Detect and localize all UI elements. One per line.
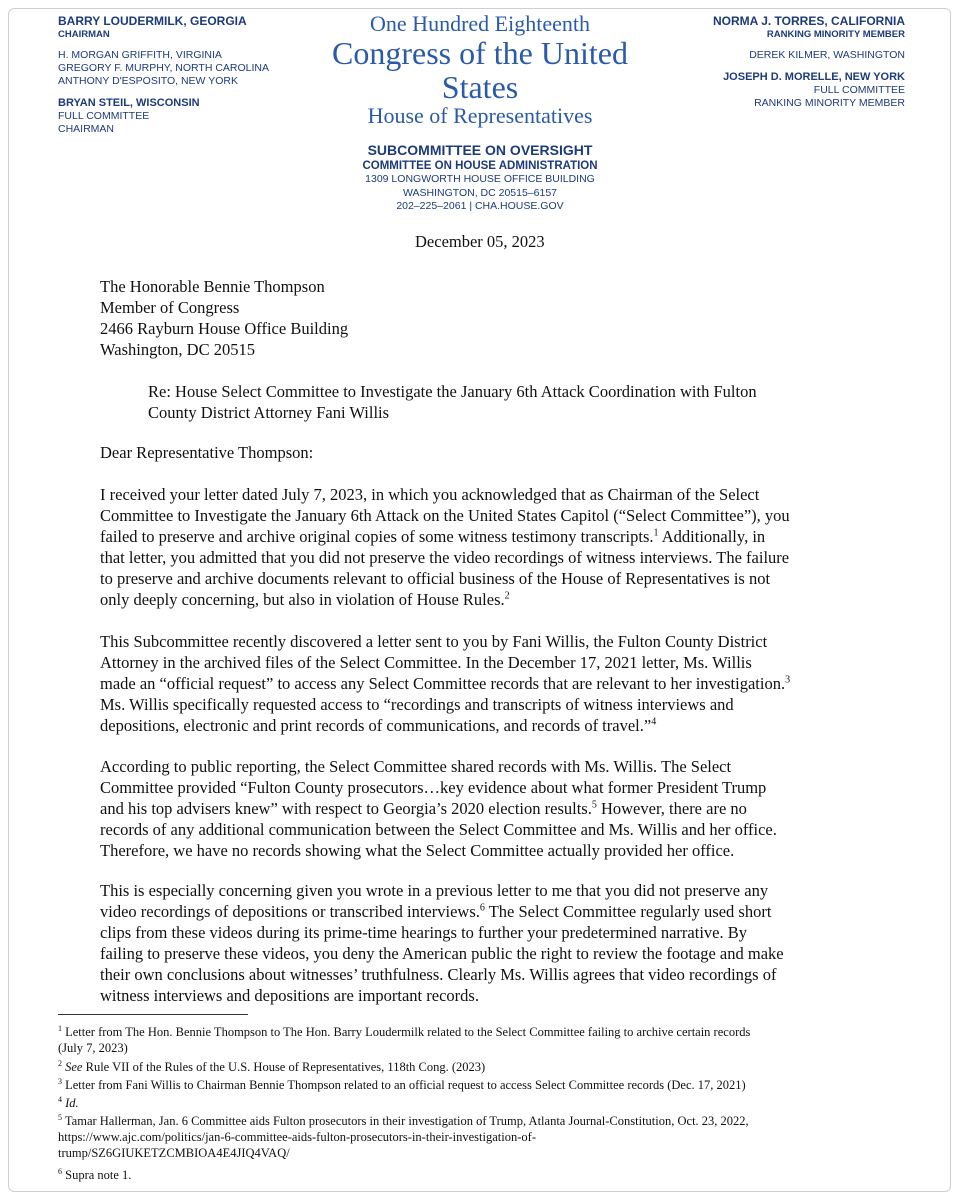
footnote-3: $^3$ Letter from Fani Willis to Chairman Bennie Thompson related to an official request to access Select Committee records (Dec. 17, 2021) [58, 1076, 746, 1092]
text-line: to preserve and archive documents relevant to official business of the House of Representatives is not [100, 569, 771, 588]
footnote-mark: 2 [504, 590, 510, 602]
text-line: their own conclusions about witnesses’ truthfulness. Clearly Ms. Willis agrees that video recordings of [100, 965, 777, 984]
full-committee-label: FULL COMMITTEE [58, 110, 150, 122]
footnote-2: $^2$ See Rule VII of the Rules of the U.S. House of Representatives, 118th Cong. (2023) [58, 1058, 486, 1074]
footnote-mark: 1 [653, 527, 659, 539]
member-name: H. MORGAN GRIFFITH, VIRGINIA [58, 49, 222, 61]
salutation: Dear Representative Thompson: [100, 443, 314, 462]
text-line: Committee to Investigate the January 6th Attack on the United States Capitol (“Select Committee”), you [100, 506, 790, 525]
footnote-mark: 4 [651, 716, 657, 728]
subcommittee-name: SUBCOMMITTEE ON OVERSIGHT [367, 142, 593, 158]
text-line: depositions, electronic and print records of communications, and records of travel.”$^4$ [100, 716, 657, 735]
text-line: only deeply concerning, but also in violation of House Rules.$^2$ [100, 590, 510, 609]
letter-date: December 05, 2023 [415, 232, 545, 251]
full-committee-ranking-title: RANKING MINORITY MEMBER [754, 97, 905, 109]
footnote-divider [58, 1014, 248, 1015]
paragraph-4 [100, 880, 880, 1006]
footnote-mark: 3 [785, 674, 791, 686]
text-line: I received your letter dated July 7, 2023, in which you acknowledged that as Chairman of the Select [100, 485, 760, 504]
full-committee-chairman-title: CHAIRMAN [58, 123, 115, 135]
office-contact: 202–225–2061 | CHA.HOUSE.GOV [396, 200, 564, 212]
paragraph-1 [100, 484, 880, 610]
congress-name: Congress of the United States [332, 35, 628, 105]
recipient-line: Washington, DC 20515 [100, 340, 255, 359]
text-line: According to public reporting, the Select Committee shared records with Ms. Willis. The Select [100, 757, 732, 776]
text-line: clips from these videos during its prime-time hearings to further your predetermined narrative. By [100, 923, 747, 942]
subject-line [148, 381, 888, 423]
letterhead-center [300, 12, 660, 214]
text-line: records of any additional communication between the Select Committee and Ms. Willis and her office. [100, 820, 777, 839]
minority-members-column [713, 14, 905, 110]
text-line: Committee provided “Fulton County prosecutors…key evidence about what former President Trump [100, 778, 767, 797]
text-line: made an “official request” to access any Select Committee records that are relevant to her investigation.$^3$ [100, 674, 791, 693]
office-city: WASHINGTON, DC 20515–6157 [402, 186, 558, 199]
text-line: failing to preserve these videos, you deny the American public the right to review the footage and make [100, 944, 784, 963]
footnote-5: $^5$ Tamar Hallerman, Jan. 6 Committee aids Fulton prosecutors in their investigation of Trump, Atlanta Journal-Constitution, Oct. 23, 2022, https://www.ajc.com/politics/jan-6-committee-aids-fulton-prosecutors-in-their-investigation-of- trump/SZ6GIUKETZCMBIOA4E4JIQ4VAQ/ [58, 1113, 908, 1161]
footnote-mark: 6 [479, 902, 485, 914]
paragraph-3 [100, 756, 880, 861]
recipient-line: The Honorable Bennie Thompson [100, 277, 325, 296]
text-line: that letter, you admitted that you did not preserve the video recordings of witness interviews. The failure [100, 548, 790, 567]
text-line: This Subcommittee recently discovered a letter sent to you by Fani Willis, the Fulton County District [100, 632, 768, 651]
committee-name: COMMITTEE ON HOUSE ADMINISTRATION [362, 160, 598, 172]
text-line: failed to preserve and archive original copies of some witness testimony transcripts.$^1$ Additionally, in [100, 527, 766, 546]
recipient-line: Member of Congress [100, 298, 240, 317]
footnote-link[interactable]: https://www.ajc.com/politics/jan-6-committee-aids-fulton-prosecutors-in-their-investigation-of- [58, 1130, 536, 1144]
footnote-mark: 5 [591, 799, 597, 811]
text-line: Therefore, we have no records showing what the Select Committee actually provided her office. [100, 841, 735, 860]
member-name: DEREK KILMER, WASHINGTON [749, 49, 905, 61]
recipient-address [100, 276, 880, 360]
chamber-name: House of Representatives [367, 103, 593, 128]
subject-line-1: Re: House Select Committee to Investigate the January 6th Attack Coordination with Fulton [148, 382, 757, 401]
footnote-4: $^4$ Id. [58, 1094, 79, 1110]
office-address: 1309 LONGWORTH HOUSE OFFICE BUILDING [365, 173, 595, 185]
chairman-title: CHAIRMAN [58, 29, 110, 40]
text-line: Attorney in the archived files of the Select Committee. In the December 17, 2021 letter, Ms. Willis [100, 653, 752, 672]
ranking-member-name: NORMA J. TORRES, CALIFORNIA [712, 14, 905, 28]
member-name: ANTHONY D'ESPOSITO, NEW YORK [58, 75, 238, 87]
text-line: witness interviews and depositions are important records. [100, 986, 479, 1005]
footnote-6: $^6$ Supra note 1. [58, 1166, 132, 1182]
text-line: video recordings of depositions or transcribed interviews.$^6$ The Select Committee regularly used short [100, 902, 772, 921]
paragraph-2 [100, 631, 880, 736]
full-committee-ranking-name: JOSEPH D. MORELLE, NEW YORK [723, 71, 905, 83]
ranking-member-title: RANKING MINORITY MEMBER [766, 29, 905, 40]
member-name: GREGORY F. MURPHY, NORTH CAROLINA [58, 62, 270, 74]
footnote-1: $^1$ Letter from The Hon. Bennie Thompson to The Hon. Barry Loudermilk related to the Select Committee failing to archive certain records (July 7, 2023) [58, 1023, 751, 1055]
subject-line-2: County District Attorney Fani Willis [148, 403, 390, 422]
congress-number: One Hundred Eighteenth [370, 11, 590, 36]
recipient-line: 2466 Rayburn House Office Building [100, 319, 349, 338]
text-line: and his top advisers knew” with respect to Georgia’s 2020 election results.$^5$ However, there are no [100, 799, 747, 818]
text-line: Ms. Willis specifically requested access to “recordings and transcripts of witness interviews and [100, 695, 734, 714]
footnote-link[interactable]: trump/SZ6GIUKETZCMBIOA4E4JIQ4VAQ/ [58, 1146, 290, 1160]
text-line: This is especially concerning given you wrote in a previous letter to me that you did not preserve any [100, 881, 769, 900]
full-committee-label: FULL COMMITTEE [813, 84, 905, 96]
chairman-name: BARRY LOUDERMILK, GEORGIA [58, 14, 247, 28]
majority-members-column [58, 14, 269, 136]
full-committee-chairman-name: BRYAN STEIL, WISCONSIN [58, 97, 200, 109]
